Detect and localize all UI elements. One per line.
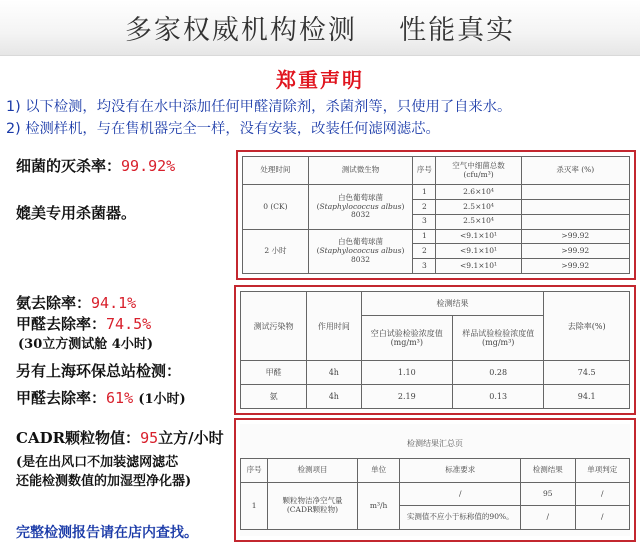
organism-cell: 白色葡萄球菌 (Staphylococcus albus) 8032: [308, 185, 412, 229]
cadr-report-caption: 检测结果汇总页: [407, 439, 463, 448]
statement-line-1: 1) 以下检测，均没有在水中添加任何甲醛清除剂，杀菌剂等，只使用了自来水。: [6, 99, 512, 115]
rate-cell: [521, 214, 629, 229]
col-std: 标准要求: [400, 459, 521, 483]
verdict-cell: /: [575, 482, 630, 506]
rate-cell: >99.92: [521, 259, 629, 274]
table-header-row: [241, 292, 630, 316]
shanghai-rate-label: 甲醛去除率：: [16, 389, 107, 407]
table-row: [243, 229, 630, 244]
sterilization-report-scan: [242, 156, 630, 274]
time-cell: 2 小时: [243, 229, 309, 273]
verdict-cell: /: [575, 506, 630, 530]
col-sample-label: 样品试验检验浓度值: [462, 328, 535, 338]
no-cell: 2: [413, 199, 436, 214]
shanghai-note: 另有上海环保总站检测：: [16, 362, 182, 380]
sample-cell: 0.28: [453, 361, 544, 385]
item-sub: (CADR颗粒物): [286, 504, 339, 514]
count-cell: 2.5×10⁴: [436, 199, 521, 214]
pollutant-cell: 甲醛: [241, 361, 307, 385]
cadr-unit: 立方/小时: [158, 429, 224, 447]
removal-report: [234, 285, 636, 415]
statement-title: 郑重声明: [276, 68, 364, 92]
col-no: 序号: [413, 157, 436, 185]
cadr-note-1: (是在出风口不加装滤网滤芯: [16, 455, 179, 470]
removal-rate-cell: 94.1: [544, 385, 630, 409]
item-cell: [268, 482, 357, 529]
col-removal-rate: 去除率(%): [544, 292, 630, 361]
no-cell: 1: [413, 185, 436, 200]
col-item: 检测项目: [268, 459, 357, 483]
sample-cell: 0.13: [453, 385, 544, 409]
formaldehyde-condition: (30立方测试舱 4小时): [18, 337, 153, 352]
table-row: [243, 185, 630, 200]
cadr-table: [240, 458, 630, 530]
col-duration: 作用时间: [307, 292, 361, 361]
no-cell: 1: [413, 229, 436, 244]
no-cell: 1: [241, 482, 268, 529]
organism-strain: 8032: [350, 210, 371, 220]
col-count-label: 空气中细菌总数: [452, 160, 505, 170]
cadr-value: [16, 427, 224, 448]
count-cell: 2.5×10⁴: [436, 214, 521, 229]
table-header-row: [243, 157, 630, 185]
cadr-label: CADR颗粒物值：: [16, 429, 141, 447]
std-cell: /: [400, 482, 521, 506]
blank-cell: 1.10: [361, 361, 452, 385]
pollutant-cell: 氨: [241, 385, 307, 409]
count-cell: <9.1×10¹: [436, 229, 521, 244]
ammonia-rate-label: 氨去除率：: [16, 294, 92, 312]
duration-cell: 4h: [307, 385, 361, 409]
no-cell: 3: [413, 214, 436, 229]
no-cell: 3: [413, 259, 436, 274]
col-no: 序号: [241, 459, 268, 483]
count-cell: <9.1×10¹: [436, 259, 521, 274]
std-cell: 实测值不应小于标称值的90%。: [400, 506, 521, 530]
col-result: 检测结果: [521, 459, 575, 483]
removal-table: [240, 291, 630, 409]
count-cell: <9.1×10¹: [436, 244, 521, 259]
col-time: 处理时间: [243, 157, 309, 185]
statement-line-2: 2) 检测样机，与在售机器完全一样，没有安装，改装任何滤网滤芯。: [6, 121, 440, 137]
ammonia-rate-value: 94.1%: [91, 294, 137, 312]
col-pollutant: 测试污染物: [241, 292, 307, 361]
formaldehyde-rate: [16, 313, 151, 334]
organism-latin: Staphylococcus albus: [319, 201, 402, 211]
rate-cell: [521, 185, 629, 200]
organism-cell: 白色葡萄球菌 (Staphylococcus albus) 8032: [308, 229, 412, 273]
col-blank: [361, 315, 452, 360]
sterilization-report: [236, 150, 636, 280]
shanghai-rate-value: 61%: [106, 389, 134, 407]
item-name: 颗粒物洁净空气量: [282, 496, 343, 506]
table-row: [241, 361, 630, 385]
organism-strain: 8032: [350, 254, 371, 264]
count-cell: 2.6×10⁴: [436, 185, 521, 200]
sterilization-note: 媲美专用杀菌器。: [16, 204, 137, 222]
formaldehyde-rate-label: 甲醛去除率：: [16, 315, 107, 333]
time-cell: 0 (CK): [243, 185, 309, 229]
col-rate: 杀灭率 (%): [521, 157, 629, 185]
removal-rate-cell: 74.5: [544, 361, 630, 385]
table-header-row: [241, 459, 630, 483]
rate-cell: >99.92: [521, 244, 629, 259]
sterilization-rate: [16, 155, 175, 176]
rate-cell: [521, 199, 629, 214]
duration-cell: 4h: [307, 361, 361, 385]
cadr-table-wrap: [240, 458, 630, 530]
col-count: [436, 157, 521, 185]
col-verdict: 单项判定: [575, 459, 630, 483]
col-blank-label: 空白试验检验浓度值: [370, 328, 443, 338]
result-cell: 95: [521, 482, 575, 506]
cadr-report-scan: [240, 424, 630, 536]
footer-note: 完整检测报告请在店内查找。: [16, 525, 198, 541]
blank-cell: 2.19: [361, 385, 452, 409]
col-results: 检测结果: [361, 292, 544, 316]
table-row: [241, 385, 630, 409]
organism-cn: 白色葡萄球菌: [338, 192, 384, 202]
sterilization-rate-value: 99.92%: [121, 157, 176, 175]
sterilization-table: [242, 156, 630, 274]
col-sample-unit: (mg/m³): [481, 338, 515, 348]
unit-cell: m³/h: [357, 482, 400, 529]
cadr-report: [234, 418, 636, 542]
col-unit: 单位: [357, 459, 400, 483]
result-cell: /: [521, 506, 575, 530]
no-cell: 2: [413, 244, 436, 259]
col-blank-unit: (mg/m³): [390, 338, 423, 348]
rate-cell: >99.92: [521, 229, 629, 244]
cadr-note-2: 还能检测数值的加湿型净化器): [16, 474, 192, 489]
col-organism: 测试微生物: [308, 157, 412, 185]
shanghai-rate: [16, 387, 186, 408]
formaldehyde-rate-value: 74.5%: [106, 315, 152, 333]
ammonia-rate: [16, 292, 136, 313]
sterilization-rate-label: 细菌的灭杀率：: [16, 157, 122, 175]
organism-cn: 白色葡萄球菌: [338, 237, 384, 247]
page-title: 多家权威机构检测 性能真实: [124, 15, 516, 46]
col-sample: [453, 315, 544, 360]
cadr-number: 95: [140, 429, 159, 447]
shanghai-condition: (1小时): [138, 392, 186, 407]
col-count-unit: (cfu/m³): [463, 169, 494, 179]
removal-report-scan: [240, 291, 630, 409]
table-row: [241, 482, 630, 506]
organism-latin: Staphylococcus albus: [319, 245, 402, 255]
